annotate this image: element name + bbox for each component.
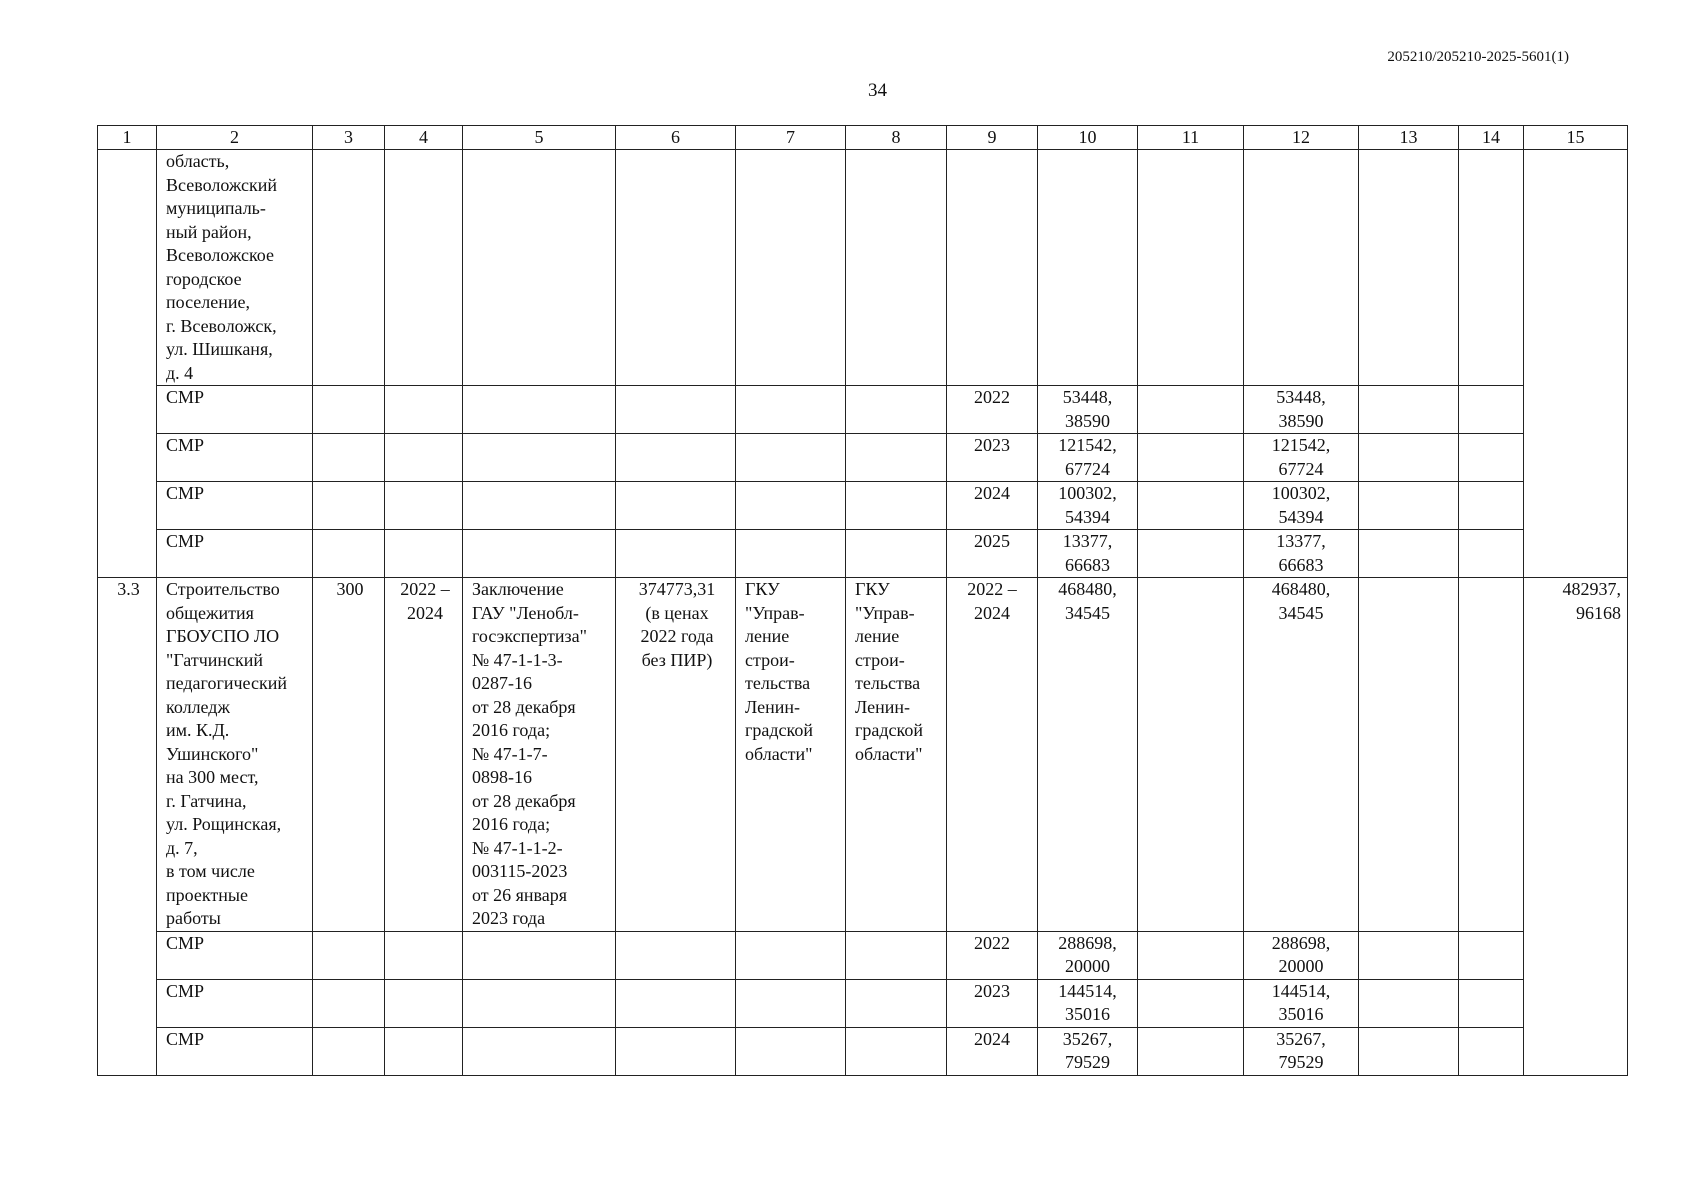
period-cell: 2022 – 2024: [385, 578, 463, 932]
work-type-cell: СМР: [157, 1027, 313, 1075]
table-row: [98, 931, 1628, 979]
header-cell: 4: [385, 126, 463, 150]
header-cell: 11: [1138, 126, 1244, 150]
amount-cell: 100302, 54394: [1038, 482, 1138, 530]
year-cell: 2024: [947, 1027, 1038, 1075]
customer-cell: ГКУ "Управ- ление строи- тельства Ленин- градской области": [736, 578, 846, 932]
year-cell: 2022 – 2024: [947, 578, 1038, 932]
work-type-cell: СМР: [157, 931, 313, 979]
year-cell: 2022: [947, 931, 1038, 979]
table-row: [98, 434, 1628, 482]
estimated-cost-cell: 374773,31 (в ценах 2022 года без ПИР): [616, 578, 736, 932]
year-cell: 2025: [947, 530, 1038, 578]
document-id: 205210/205210-2025-5601(1): [1387, 49, 1569, 65]
work-type-cell: СМР: [157, 386, 313, 434]
page-number: 34: [868, 80, 887, 101]
object-address-cell: область, Всеволожский муниципаль- ный район, Всеволожское городское поселение, г. Всеволожск, ул. Шишканя, д. 4: [157, 150, 313, 386]
header-cell: 1: [98, 126, 157, 150]
amount-cell: 121542, 67724: [1038, 434, 1138, 482]
header-cell: 2: [157, 126, 313, 150]
total-cell: 482937, 96168: [1524, 578, 1628, 1076]
header-cell: 10: [1038, 126, 1138, 150]
developer-cell: ГКУ "Управ- ление строи- тельства Ленин- градской области": [846, 578, 947, 932]
total-cell: [1524, 150, 1628, 578]
amount-cell: 468480, 34545: [1244, 578, 1359, 932]
amount-cell: 468480, 34545: [1038, 578, 1138, 932]
work-type-cell: СМР: [157, 482, 313, 530]
header-cell: 13: [1359, 126, 1459, 150]
header-cell: 3: [313, 126, 385, 150]
year-cell: 2024: [947, 482, 1038, 530]
header-cell: 15: [1524, 126, 1628, 150]
amount-cell: 121542, 67724: [1244, 434, 1359, 482]
table-row: [98, 979, 1628, 1027]
table-row: [98, 150, 1628, 386]
work-type-cell: СМР: [157, 530, 313, 578]
header-cell: 12: [1244, 126, 1359, 150]
work-type-cell: СМР: [157, 979, 313, 1027]
year-cell: 2023: [947, 434, 1038, 482]
object-name-cell: Строительство общежития ГБОУСПО ЛО "Гатчинский педагогический колледж им. К.Д. Ушинского" на 300 мест, г. Гатчина, ул. Рощинская, д. 7, в том числе проектные работы: [157, 578, 313, 932]
amount-cell: 13377, 66683: [1038, 530, 1138, 578]
amount-cell: 144514, 35016: [1244, 979, 1359, 1027]
header-cell: 14: [1459, 126, 1524, 150]
header-cell: 8: [846, 126, 947, 150]
work-type-cell: СМР: [157, 434, 313, 482]
header-row: [98, 126, 1628, 150]
year-cell: 2023: [947, 979, 1038, 1027]
amount-cell: 144514, 35016: [1038, 979, 1138, 1027]
amount-cell: 100302, 54394: [1244, 482, 1359, 530]
table-row: [98, 482, 1628, 530]
table-row: [98, 530, 1628, 578]
table-row: [98, 1027, 1628, 1075]
header-cell: 5: [463, 126, 616, 150]
header-cell: 7: [736, 126, 846, 150]
amount-cell: 35267, 79529: [1244, 1027, 1359, 1075]
investment-table: [97, 125, 1628, 1076]
capacity-cell: 300: [313, 578, 385, 932]
table-row: [98, 386, 1628, 434]
amount-cell: 288698, 20000: [1244, 931, 1359, 979]
expertise-cell: Заключение ГАУ "Ленобл- госэкспертиза" № 47-1-1-3- 0287-16 от 28 декабря 2016 года; № 47-1-7- 0898-16 от 28 декабря 2016 года; № 47-1-1-2- 003115-2023 от 26 января 2023 года: [463, 578, 616, 932]
header-cell: 6: [616, 126, 736, 150]
amount-cell: 53448, 38590: [1038, 386, 1138, 434]
item-number-cell: 3.3: [98, 578, 157, 1076]
amount-cell: 288698, 20000: [1038, 931, 1138, 979]
amount-cell: 35267, 79529: [1038, 1027, 1138, 1075]
table-row: [98, 578, 1628, 932]
amount-cell: 13377, 66683: [1244, 530, 1359, 578]
item-number-cell: [98, 150, 157, 578]
year-cell: 2022: [947, 386, 1038, 434]
header-cell: 9: [947, 126, 1038, 150]
amount-cell: 53448, 38590: [1244, 386, 1359, 434]
